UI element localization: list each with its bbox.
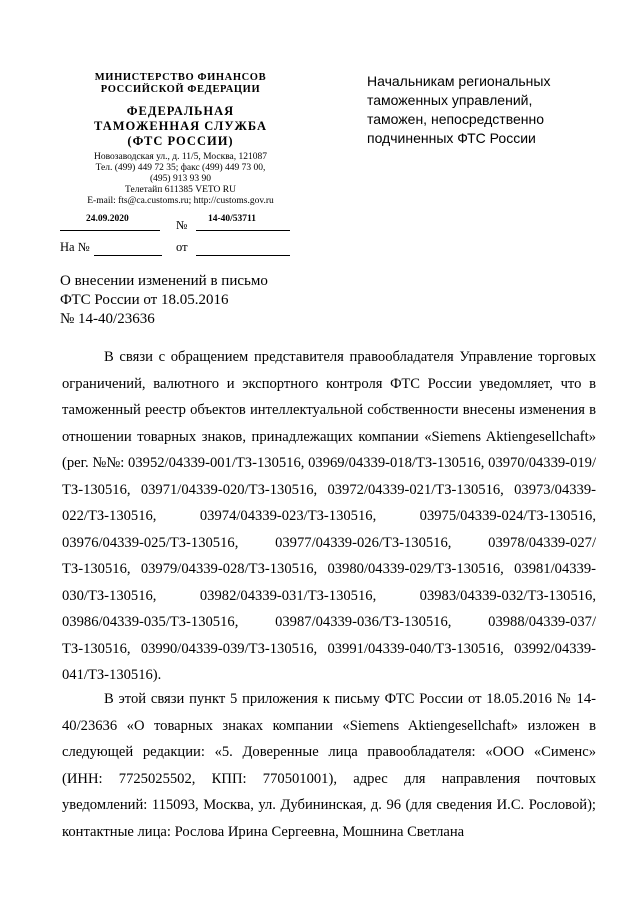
service-line-2: ТАМОЖЕННАЯ СЛУЖБА [94, 119, 267, 133]
ref-date-underline [196, 255, 290, 256]
ref-number-underline [94, 255, 162, 256]
contact-phone: Тел. (499) 449 72 35; факс (499) 449 73 00, [95, 163, 266, 173]
subject-line-1: О внесении изменений в письмо [60, 273, 268, 289]
addressee-line-4: подчиненных ФТС России [367, 130, 536, 146]
ministry-line-1: МИНИСТЕРСТВО ФИНАНСОВ [94, 72, 267, 83]
addressee-line-1: Начальникам региональных [367, 73, 551, 89]
addressee-line-3: таможен, непосредственно [367, 111, 545, 127]
subject-line-3: № 14-40/23636 [60, 311, 155, 327]
addressee-line-2: таможенных управлений, [367, 92, 533, 108]
contact-teletype: Телетайп 611385 VETO RU [125, 185, 236, 195]
ref-label: На № [60, 240, 90, 254]
date-underline [60, 230, 160, 231]
ref-from-label: от [176, 240, 188, 254]
body-paragraph-1-block [62, 344, 596, 689]
ministry-name [58, 72, 303, 96]
contact-phone-2: (495) 913 93 90 [150, 174, 211, 184]
contact-address: Новозаводская ул., д. 11/5, Москва, 121087 [93, 152, 268, 162]
body-paragraph-2-block [62, 686, 596, 845]
number-label: № [176, 218, 188, 232]
body-paragraph-2: В этой связи пункт 5 приложения к письму ФТС России от 18.05.2016 № 14-40/23636 «О товарных знаках компании «Siemens Aktiengesellchaft» изложен в следующей редакции: «5. Доверенные лица правообладателя: «ООО «Сименс» (ИНН: 7725025502, КПП: 770501001), адрес для направления почтовых уведомлений: 115093, Москва, ул. Дубининская, д. 96 (для сведения И.С. Рословой); контактные лица: Рослова Ирина Сергеевна, Мошнина Светлана [62, 691, 596, 840]
subject [60, 272, 268, 329]
contact-email: E-mail: fts@ca.customs.ru; http://customs.gov.ru [87, 196, 274, 206]
service-line-1: ФЕДЕРАЛЬНАЯ [126, 104, 235, 118]
addressee [367, 72, 597, 148]
service-name [58, 104, 303, 149]
subject-line-2: ФТС России от 18.05.2016 [60, 292, 229, 308]
ministry-line-2: РОССИЙСКОЙ ФЕДЕРАЦИИ [100, 84, 261, 95]
letter-date: 24.09.2020 [86, 214, 129, 224]
contact-info [58, 152, 303, 207]
number-underline [196, 230, 290, 231]
service-line-3: (ФТС РОССИИ) [127, 134, 234, 148]
body-paragraph-1: В связи с обращением представителя правообладателя Управление торговых ограничений, валютного и экспортного контроля ФТС России уведомляет, что в таможенный реестр объектов интеллектуальной собственности внесены изменения в отношении товарных знаков, принадлежащих компании «Siemens Aktiengesellchaft» (рег. №№: 03952/04339-001/ТЗ-130516, 03969/04339-018/ТЗ-130516, 03970/04339-019/ТЗ-130516, 03971/04339-020/ТЗ-130516, 03972/04339-021/ТЗ-130516, 03973/04339-022/ТЗ-130516, 03974/04339-023/ТЗ-130516, 03975/04339-024/ТЗ-130516, 03976/04339-025/ТЗ-130516, 03977/04339-026/ТЗ-130516, 03978/04339-027/ТЗ-130516, 03979/04339-028/ТЗ-130516, 03980/04339-029/ТЗ-130516, 03981/04339-030/ТЗ-130516, 03982/04339-031/ТЗ-130516, 03983/04339-032/ТЗ-130516, 03986/04339-035/ТЗ-130516, 03987/04339-036/ТЗ-130516, 03988/04339-037/ТЗ-130516, 03990/04339-039/ТЗ-130516, 03991/04339-040/ТЗ-130516, 03992/04339-041/ТЗ-130516). [62, 349, 596, 683]
letter-number: 14-40/53711 [208, 214, 257, 224]
